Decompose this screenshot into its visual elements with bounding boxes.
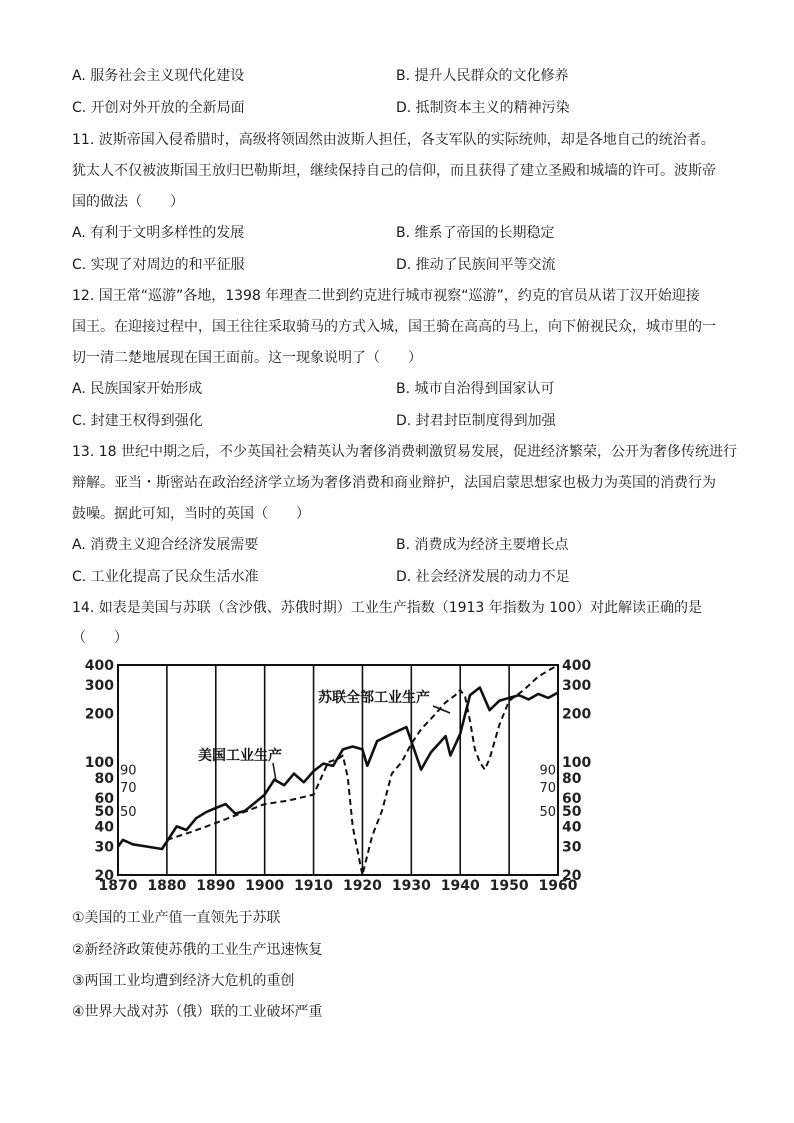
y-minor-tick-left: 70	[120, 781, 137, 797]
y-tick-label-left: 20	[94, 868, 114, 884]
y-tick-label-right: 80	[562, 770, 582, 787]
y-minor-tick-left: 50	[120, 804, 137, 820]
q12-option-d: D. 封君封臣制度得到加强	[396, 413, 556, 429]
ussr-label-leader	[433, 706, 450, 713]
q11-stem-line-2: 犹太人不仅被波斯国王放归巴勒斯坦，继续保持自己的信仰，而且获得了建立圣殿和城墙的许可。波斯帝	[72, 163, 716, 179]
x-tick-label: 1950	[489, 878, 529, 894]
q11-stem-line-3: 国的做法（ ）	[72, 194, 184, 210]
y-tick-label-left: 60	[94, 790, 114, 807]
q11-option-b: B. 维系了帝国的长期稳定	[396, 225, 555, 241]
x-tick-label: 1870	[98, 878, 138, 894]
q11-option-d: D. 推动了民族间平等交流	[396, 257, 556, 273]
q14-stem-line-1: 14. 如表是美国与苏联（含沙俄、苏俄时期）工业生产指数（1913 年指数为 100）对此解读正确的是	[72, 600, 702, 616]
q12-option-a: A. 民族国家开始形成	[72, 381, 203, 397]
y-tick-label-right: 300	[562, 678, 592, 695]
y-tick-label-left: 80	[94, 770, 114, 787]
industrial-index-chart	[84, 655, 608, 895]
q12-option-b: B. 城市自治得到国家认可	[396, 381, 555, 397]
x-tick-label: 1880	[147, 878, 187, 894]
x-tick-label: 1940	[440, 878, 480, 894]
y-minor-tick-right: 70	[539, 781, 556, 797]
y-tick-label-left: 40	[94, 819, 114, 836]
x-tick-label: 1930	[391, 878, 431, 894]
us-label-leader	[273, 763, 276, 781]
q14-item-2: ②新经济政策使苏俄的工业生产迅速恢复	[72, 942, 323, 958]
y-tick-label-left: 50	[94, 803, 114, 820]
q14-item-3: ③两国工业均遭到经济大危机的重创	[72, 973, 295, 989]
q10-option-d: D. 抵制资本主义的精神污染	[396, 100, 570, 116]
q13-option-c: C. 工业化提高了民众生活水准	[72, 569, 259, 585]
q12-stem-line-2: 国王。在迎接过程中，国王往往采取骑马的方式入城，国王骑在高高的马上，向下俯视民众，城市里的一	[72, 319, 716, 335]
q14-item-4: ④世界大战对苏（俄）联的工业破坏严重	[72, 1004, 323, 1020]
y-minor-tick-right: 50	[539, 804, 556, 820]
us-series-label: 美国工业生产	[198, 748, 282, 764]
y-tick-label-right: 100	[562, 755, 592, 772]
ussr-series-label: 苏联全部工业生产	[318, 690, 430, 706]
y-tick-label-left: 200	[84, 706, 114, 723]
us-industrial-line	[118, 688, 558, 850]
x-tick-label: 1910	[294, 878, 334, 894]
y-minor-tick-left: 90	[120, 763, 137, 779]
q13-stem-line-1: 13. 18 世纪中期之后，不少英国社会精英认为奢侈消费刺激贸易发展，促进经济繁荣，公开为奢侈传统进行	[72, 444, 737, 460]
y-tick-label-left: 30	[94, 839, 114, 856]
y-minor-tick-right: 90	[539, 763, 556, 779]
q10-option-c: C. 开创对外开放的全新局面	[72, 100, 245, 116]
y-tick-label-right: 400	[562, 658, 592, 674]
q13-option-b: B. 消费成为经济主要增长点	[396, 537, 569, 553]
q14-item-1: ①美国的工业产值一直领先于苏联	[72, 910, 281, 926]
y-tick-label-left: 400	[84, 658, 114, 674]
x-tick-label: 1920	[342, 878, 382, 894]
y-tick-label-right: 20	[562, 868, 582, 884]
y-tick-label-left: 100	[84, 755, 114, 772]
q12-stem-line-1: 12. 国王常“巡游”各地，1398 年理查二世到约克进行城市视察“巡游”，约克的官员从诺丁汉开始迎接	[72, 288, 700, 304]
q13-option-a: A. 消费主义迎合经济发展需要	[72, 537, 259, 553]
q12-stem-line-3: 切一清二楚地展现在国王面前。这一现象说明了（ ）	[72, 350, 422, 366]
q13-stem-line-3: 鼓噪。据此可知，当时的英国（ ）	[72, 506, 310, 522]
q11-option-c: C. 实现了对周边的和平征服	[72, 257, 245, 273]
y-tick-label-left: 300	[84, 678, 114, 695]
x-tick-label: 1900	[245, 878, 285, 894]
x-tick-label: 1960	[538, 878, 578, 894]
q10-option-a: A. 服务社会主义现代化建设	[72, 68, 245, 84]
q13-option-d: D. 社会经济发展的动力不足	[396, 569, 570, 585]
q10-option-b: B. 提升人民群众的文化修养	[396, 68, 569, 84]
q13-stem-line-2: 辩解。亚当・斯密站在政治经济学立场为奢侈消费和商业辩护，法国启蒙思想家也极力为英国的消费行为	[72, 475, 716, 491]
q11-stem-line-1: 11. 波斯帝国入侵希腊时，高级将领固然由波斯人担任，各支军队的实际统帅，却是各地自己的统治者。	[72, 132, 715, 148]
q12-option-c: C. 封建王权得到强化	[72, 413, 203, 429]
y-tick-label-right: 40	[562, 819, 582, 836]
y-tick-label-right: 30	[562, 839, 582, 856]
q11-option-a: A. 有利于文明多样性的发展	[72, 225, 245, 241]
y-tick-label-right: 50	[562, 803, 582, 820]
x-tick-label: 1890	[196, 878, 236, 894]
y-tick-label-right: 60	[562, 790, 582, 807]
y-tick-label-right: 200	[562, 706, 592, 723]
q14-stem-line-2: （ ）	[72, 630, 128, 646]
